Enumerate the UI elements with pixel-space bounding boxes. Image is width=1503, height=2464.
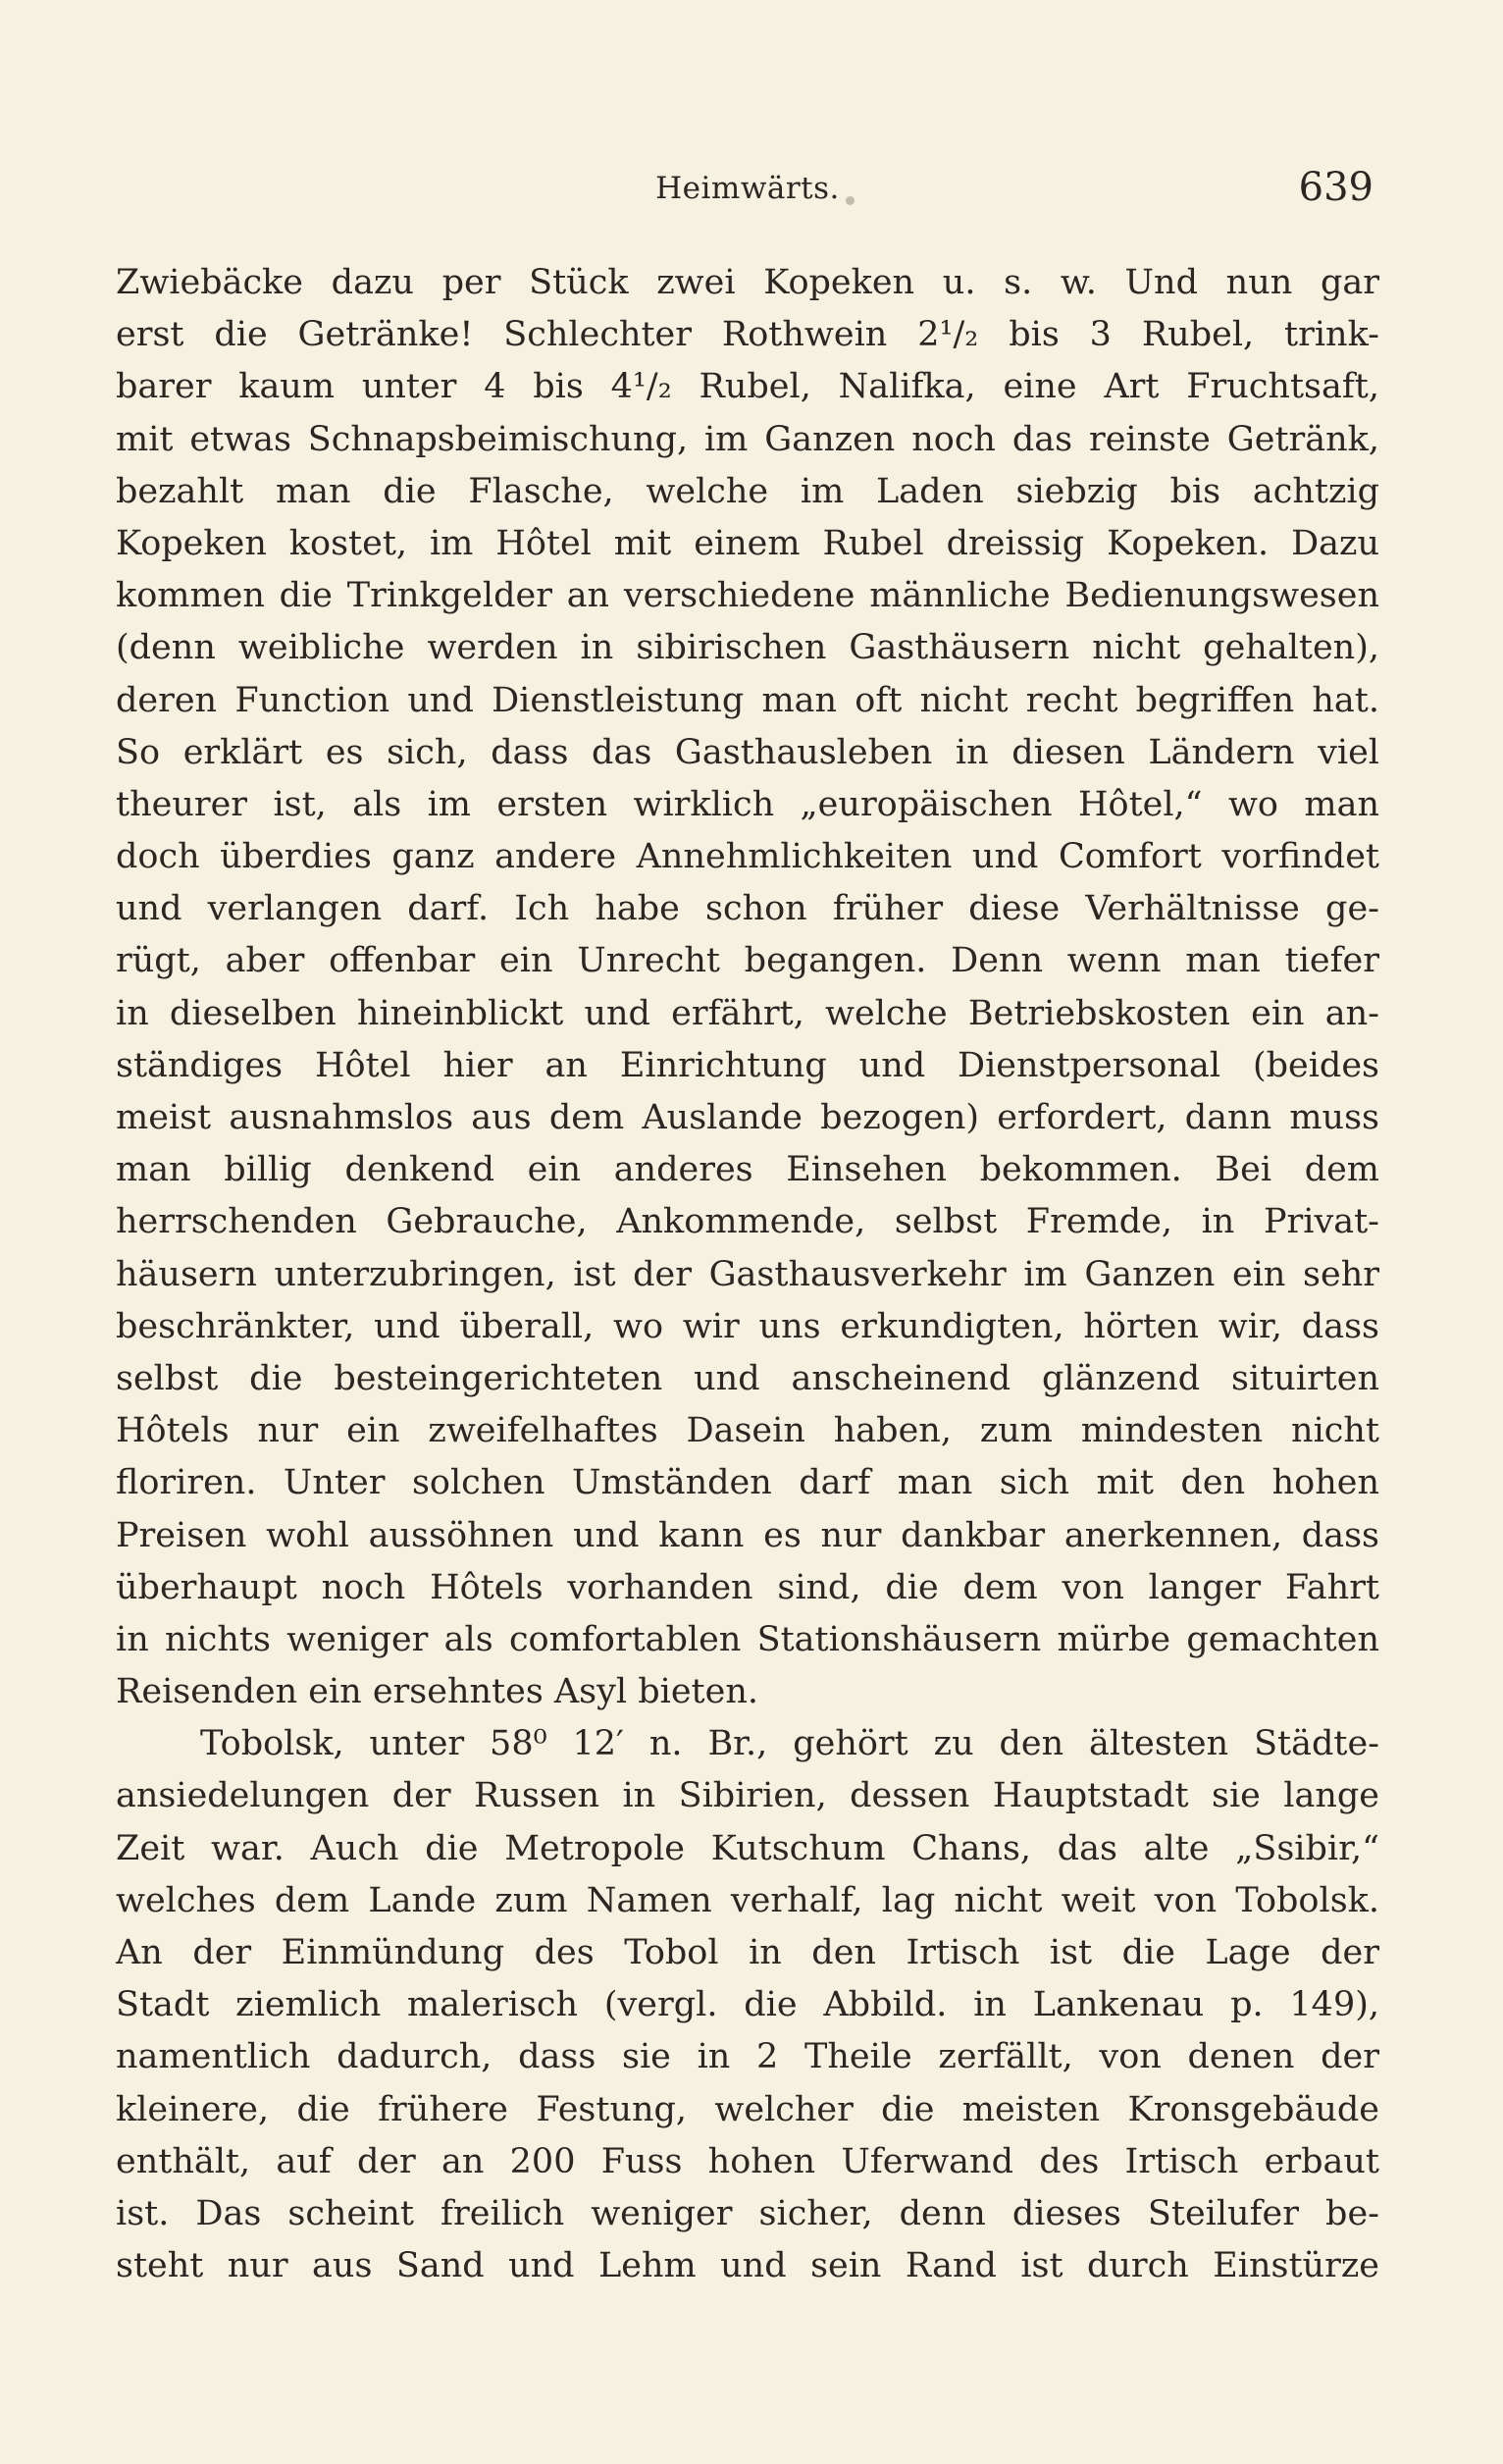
text-line: ständiges Hôtel hier an Einrichtung und Dienstpersonal (beides <box>116 1045 1379 1085</box>
text-line: Zeit war. Auch die Metropole Kutschum Chans, das alte „Ssibir,“ <box>116 1828 1379 1868</box>
text-line: herrschenden Gebrauche, Ankommende, selbst Fremde, in Privat- <box>116 1202 1379 1242</box>
text-line: steht nur aus Sand und Lehm und sein Rand ist durch Einstürze <box>116 2246 1379 2286</box>
text-line: rügt, aber offenbar ein Unrecht begangen. Denn wenn man tiefer <box>116 941 1379 981</box>
text-line: ansiedelungen der Russen in Sibirien, dessen Hauptstadt sie lange <box>116 1776 1379 1816</box>
text-line: Hôtels nur ein zweifelhaftes Dasein haben, zum mindesten nicht <box>116 1411 1379 1451</box>
text-line: Preisen wohl aussöhnen und kann es nur dankbar anerkennen, dass <box>116 1515 1379 1555</box>
text-line: in dieselben hineinblickt und erfährt, welche Betriebskosten ein an- <box>116 993 1379 1033</box>
text-line: barer kaum unter 4 bis 4¹/₂ Rubel, Nalifka, eine Art Fruchtsaft, <box>116 367 1379 407</box>
text-line: (denn weibliche werden in sibirischen Gasthäusern nicht gehalten), <box>116 628 1379 668</box>
text-line: Kopeken kostet, im Hôtel mit einem Rubel dreissig Kopeken. Dazu <box>116 523 1379 563</box>
text-line: meist ausnahmslos aus dem Auslande bezogen) erfordert, dann muss <box>116 1098 1379 1137</box>
text-line: theurer ist, als im ersten wirklich „europäischen Hôtel,“ wo man <box>116 784 1379 824</box>
text-line: enthält, auf der an 200 Fuss hohen Uferwand des Irtisch erbaut <box>116 2141 1379 2181</box>
text-line: beschränkter, und überall, wo wir uns erkundigten, hörten wir, dass <box>116 1306 1379 1346</box>
running-title: Heimwärts. <box>655 171 840 206</box>
text-line: kommen die Trinkgelder an verschiedene männliche Bedienungswesen <box>116 576 1379 616</box>
text-line: erst die Getränke! Schlechter Rothwein 2¹/₂ bis 3 Rubel, trink- <box>116 315 1379 355</box>
text-line: So erklärt es sich, dass das Gasthausleben in diesen Ländern viel <box>116 732 1379 772</box>
text-line: bezahlt man die Flasche, welche im Laden siebzig bis achtzig <box>116 471 1379 511</box>
text-line: floriren. Unter solchen Umständen darf man sich mit den hohen <box>116 1463 1379 1503</box>
text-line: mit etwas Schnapsbeimischung, im Ganzen noch das reinste Getränk, <box>116 419 1379 459</box>
body-text <box>116 257 1379 2292</box>
text-line: An der Einmündung des Tobol in den Irtisch ist die Lage der <box>116 1933 1379 1972</box>
text-line: Stadt ziemlich malerisch (vergl. die Abbild. in Lankenau p. 149), <box>116 1985 1379 2025</box>
text-line: in nichts weniger als comfortablen Stationshäusern mürbe gemachten <box>116 1619 1379 1659</box>
text-line: und verlangen darf. Ich habe schon früher diese Verhältnisse ge- <box>116 889 1379 929</box>
text-line: Zwiebäcke dazu per Stück zwei Kopeken u. s. w. Und nun gar <box>116 263 1379 302</box>
text-line: deren Function und Dienstleistung man oft nicht recht begriffen hat. <box>116 680 1379 720</box>
paragraph-start-line: Tobolsk, unter 58⁰ 12′ n. Br., gehört zu den ältesten Städte- <box>200 1724 1379 1764</box>
text-line: kleinere, die frühere Festung, welcher die meisten Kronsgebäude <box>116 2089 1379 2129</box>
text-line: namentlich dadurch, dass sie in 2 Theile zerfällt, von denen der <box>116 2037 1379 2077</box>
running-head <box>116 165 1379 214</box>
text-line: häusern unterzubringen, ist der Gasthausverkehr im Ganzen ein sehr <box>116 1254 1379 1294</box>
page-number: 639 <box>1298 165 1373 210</box>
text-line: selbst die besteingerichteten und anscheinend glänzend situirten <box>116 1358 1379 1398</box>
text-line: doch überdies ganz andere Annehmlichkeiten und Comfort vorfindet <box>116 837 1379 877</box>
text-line: ist. Das scheint freilich weniger sicher, denn dieses Steilufer be- <box>116 2193 1379 2233</box>
print-speck <box>846 196 855 205</box>
paragraph-end-line: Reisenden ein ersehntes Asyl bieten. <box>116 1672 758 1712</box>
text-line: überhaupt noch Hôtels vorhanden sind, die dem von langer Fahrt <box>116 1567 1379 1607</box>
text-line: man billig denkend ein anderes Einsehen bekommen. Bei dem <box>116 1150 1379 1190</box>
text-line: welches dem Lande zum Namen verhalf, lag nicht weit von Tobolsk. <box>116 1880 1379 1920</box>
